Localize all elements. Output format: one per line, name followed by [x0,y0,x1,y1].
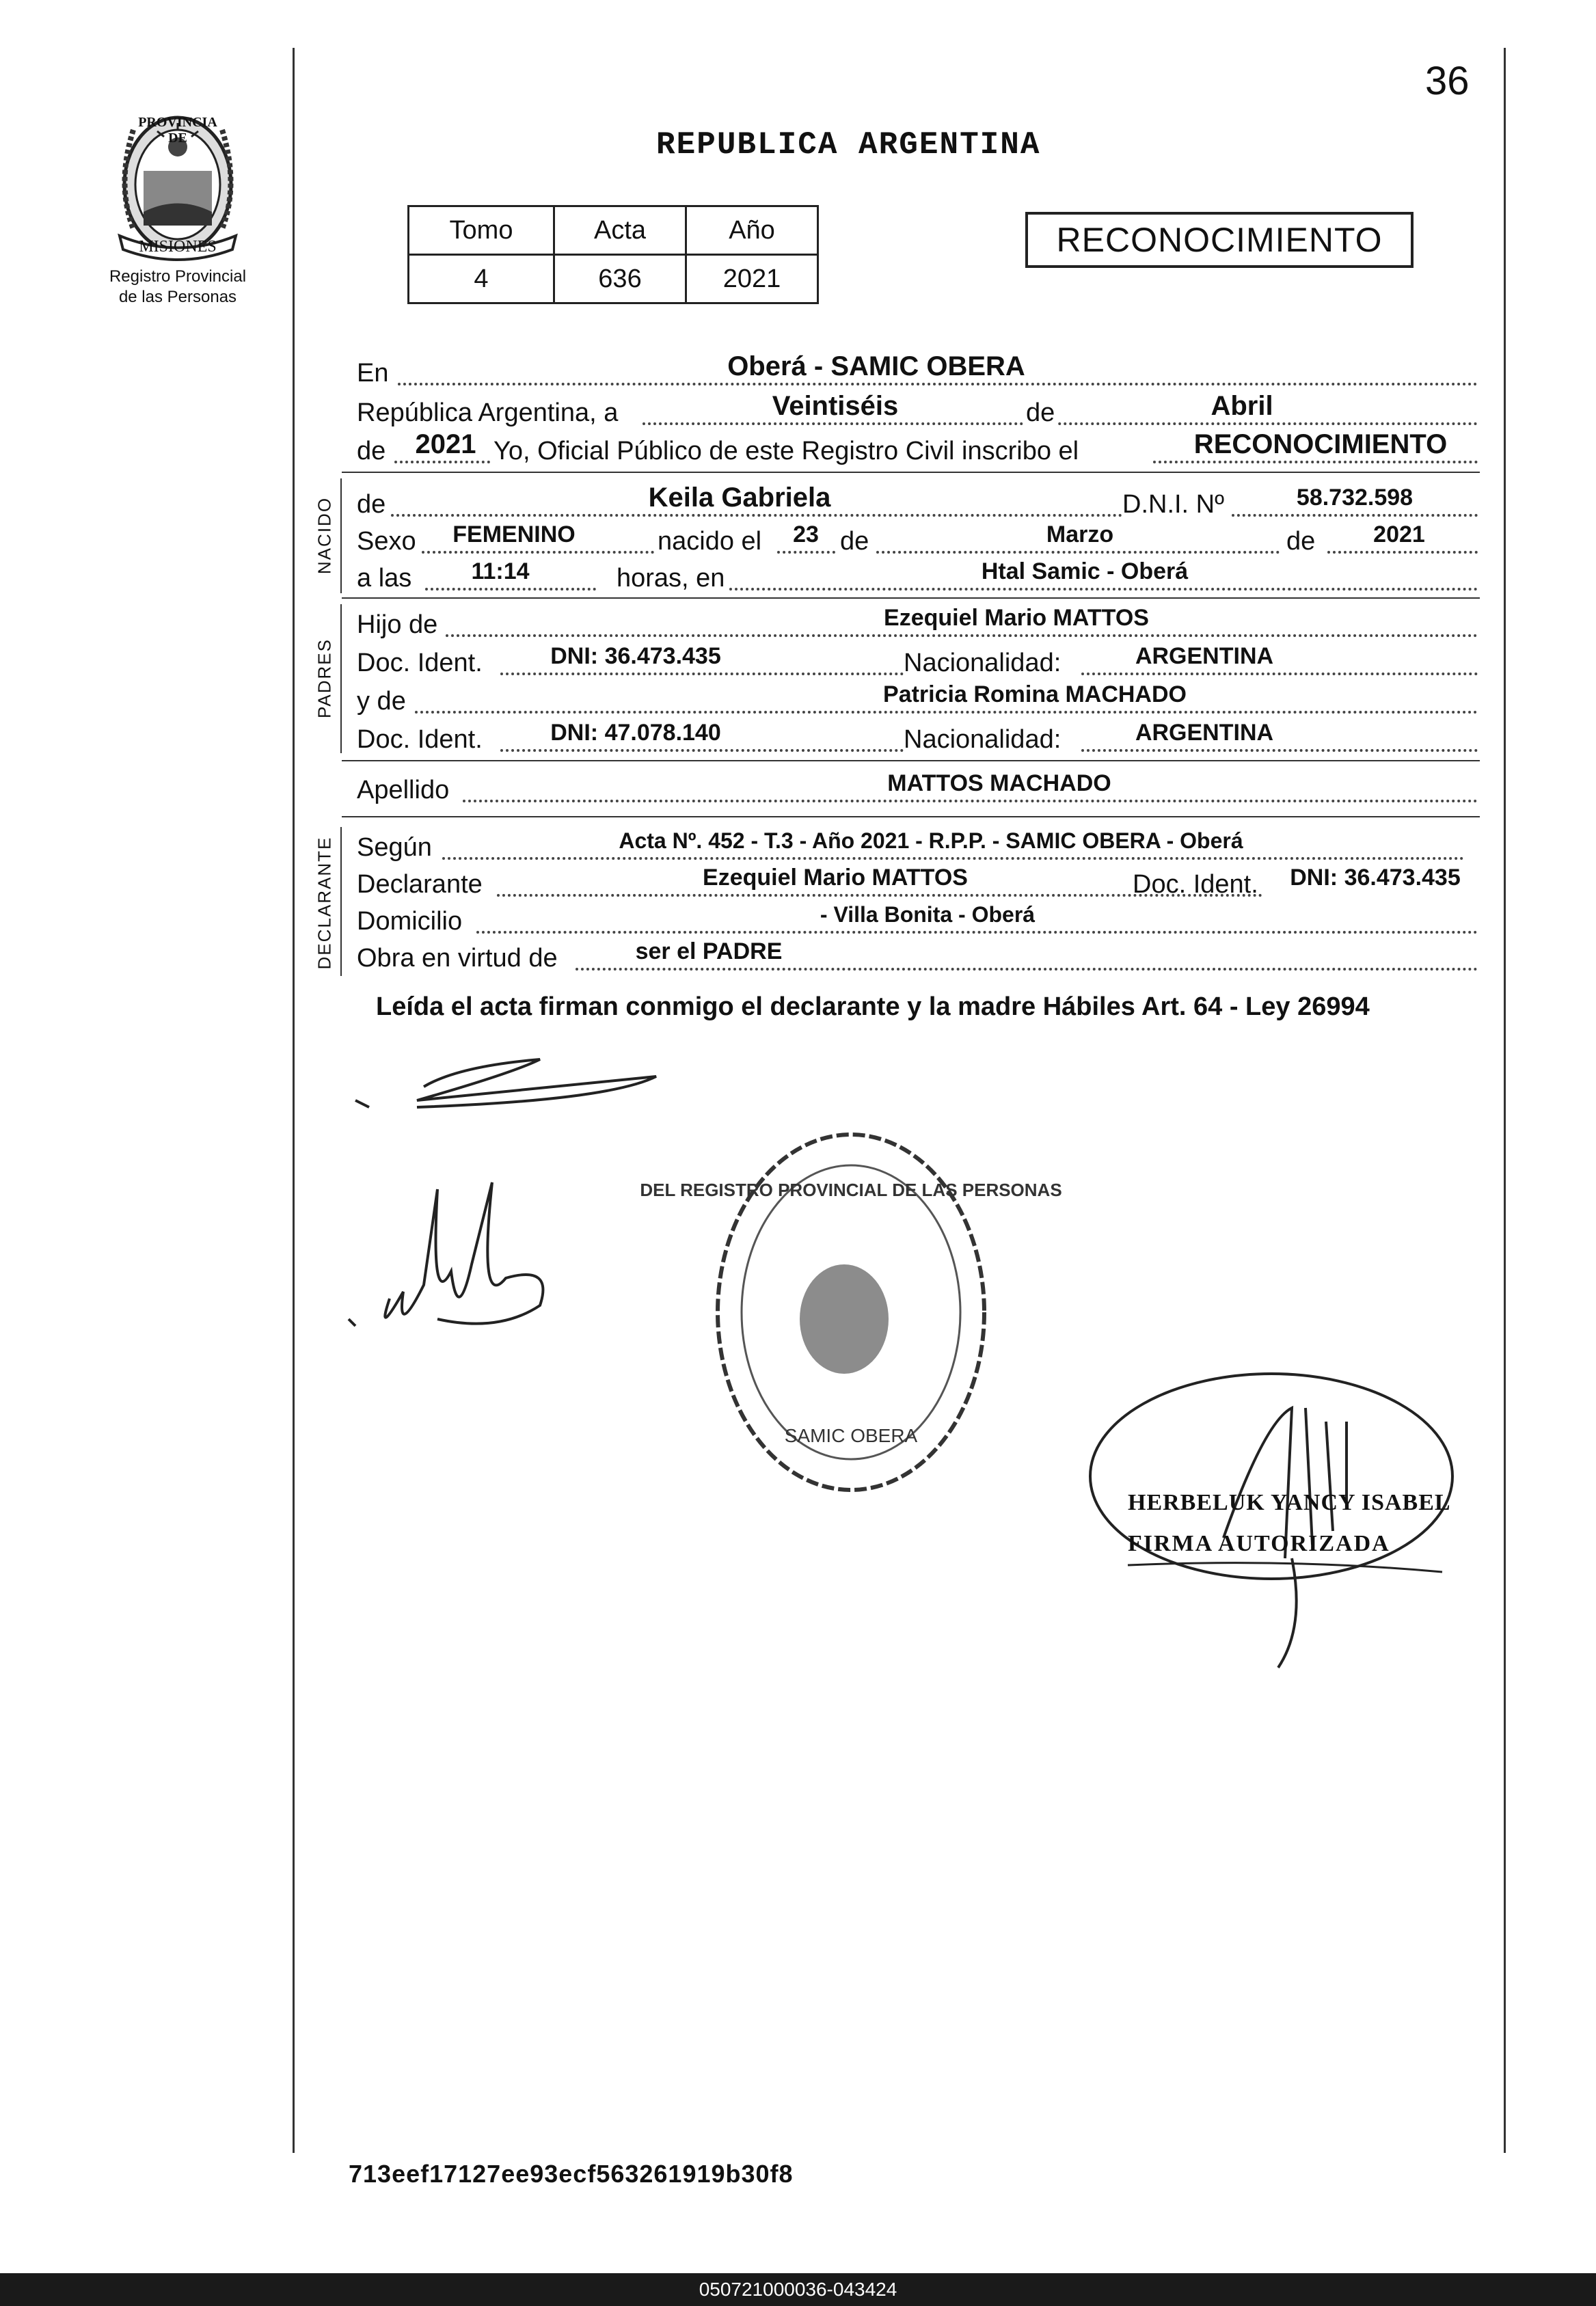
father-doc-value: DNI: 36.473.435 [550,643,721,669]
father-nationality-value: ARGENTINA [1135,643,1274,669]
footer-code-bar: 050721000036-043424 [0,2273,1596,2306]
segun-label: Según [357,833,432,862]
official-round-stamp [640,1121,1062,1504]
sexo-label: Sexo [357,527,416,556]
father-name-value: Ezequiel Mario MATTOS [884,605,1149,631]
seal-caption-line-1: Registro Provincial [109,267,247,286]
de-label: de [1023,395,1057,431]
obra-label: Obra en virtud de [357,944,558,973]
month-value: Abril [1210,391,1273,421]
declarant-doc-value: DNI: 36.473.435 [1290,865,1461,891]
separator [342,597,1480,599]
closing-statement: Leída el acta firman conmigo el declarante y la madre Hábiles Art. 64 - Ley 26994 [376,992,1370,1021]
line-father-doc [357,645,1478,681]
line-y-de [357,683,1478,719]
declarant-name-value: Ezequiel Mario MATTOS [703,865,968,891]
birth-hour-value: 11:14 [471,558,530,584]
mother-name-value: Patricia Romina MACHADO [883,681,1187,707]
section-bar [340,604,342,753]
child-dni-value: 58.732.598 [1296,485,1414,511]
separator [342,816,1480,817]
doc-ident-label: Doc. Ident. [1133,870,1258,899]
child-name-value: Keila Gabriela [648,483,831,513]
y-de-label: y de [357,687,406,716]
line-mother-doc [357,722,1478,757]
nacionalidad-label: Nacionalidad: [904,649,1061,677]
dotted-line [643,422,1478,425]
birth-year-value: 2021 [1373,521,1425,547]
record-type-box: RECONOCIMIENTO [1025,212,1414,268]
horas-label: horas, en [617,564,725,593]
seal-caption-line-2: de las Personas [118,288,237,306]
en-label: En [357,359,389,388]
hijo-de-label: Hijo de [357,610,438,639]
nacido-section-label: NACIDO [314,496,335,575]
line-en [357,351,1478,391]
nacionalidad-label: Nacionalidad: [904,725,1061,754]
anio-value: 2021 [686,255,818,303]
seal-banner-text: MISIONES [139,238,217,256]
domicilio-label: Domicilio [357,907,463,936]
stamp-bottom-text: SAMIC OBERA [784,1425,918,1446]
tomo-header: Tomo [409,206,554,255]
domicilio-value: - Villa Bonita - Oberá [820,902,1036,927]
line-obra [357,940,1478,976]
line-hora [357,560,1478,596]
birth-place-value: Htal Samic - Oberá [981,558,1189,584]
anio-header: Año [686,206,818,255]
republica-label: República Argentina, a [357,398,619,427]
mother-nationality-value: ARGENTINA [1135,720,1274,746]
section-bar [340,478,342,593]
authorized-caption: FIRMA AUTORIZADA [1128,1531,1390,1556]
apellido-label: Apellido [357,776,450,804]
birth-month-value: Marzo [1046,521,1114,547]
document-title: REPUBLICA ARGENTINA [656,127,1041,163]
padres-section-label: PADRES [314,638,335,718]
record-table [407,205,819,304]
provincial-seal [103,109,253,267]
handwritten-signature-2 [335,1176,560,1353]
doc-ident-label: Doc. Ident. [357,649,483,677]
de2-label: de [357,437,386,465]
seal-ring-text: PROVINCIA DE [138,115,217,146]
line-republica [357,391,1478,431]
mother-doc-value: DNI: 47.078.140 [550,720,721,746]
authorized-name: HERBELUK YANCY ISABEL [1128,1490,1451,1515]
acta-value: 636 [554,255,686,303]
line-domicilio [357,904,1478,939]
seal-caption [75,267,280,308]
stamp-ring-text: DEL REGISTRO PROVINCIAL DE LAS PERSONAS [640,1180,1062,1200]
birth-day-value: 23 [793,521,819,547]
tomo-value: 4 [409,255,554,303]
de-label: de [357,490,386,519]
de-label: de [1286,527,1316,556]
page-number: 36 [1425,59,1470,103]
separator [342,760,1480,761]
yo-label: Yo, Oficial Público de este Registro Civil inscribo el [493,437,1079,465]
year-value: 2021 [415,429,476,459]
document-hash: 713eef17127ee93ecf563261919b30f8 [349,2160,794,2188]
inscribo-value: RECONOCIMIENTO [1193,429,1448,459]
segun-value: Acta Nº. 452 - T.3 - Año 2021 - R.P.P. - SAMIC OBERA - Oberá [619,828,1243,853]
section-bar [340,827,342,976]
surname-value: MATTOS MACHADO [887,770,1111,796]
alas-label: a las [357,564,412,593]
doc-ident-label: Doc. Ident. [357,725,483,754]
line-year [357,429,1478,469]
line-apellido [357,772,1478,808]
authorized-signature-scribble [1087,1367,1470,1674]
separator [342,472,1480,473]
de-label: de [840,527,869,556]
place-value: Oberá - SAMIC OBERA [727,351,1025,381]
acta-header: Acta [554,206,686,255]
line-hijo-de [357,607,1478,642]
declarante-label: Declarante [357,870,483,899]
obra-value: ser el PADRE [635,938,783,964]
left-margin-line [293,48,295,2153]
right-margin-line [1504,48,1506,2153]
handwritten-signature-1 [349,1046,663,1128]
declarante-section-label: DECLARANTE [314,836,335,970]
nacido-el-label: nacido el [658,527,762,556]
dni-label: D.N.I. Nº [1122,490,1224,519]
sexo-value: FEMENINO [452,521,576,547]
day-value: Veintiséis [772,391,899,421]
